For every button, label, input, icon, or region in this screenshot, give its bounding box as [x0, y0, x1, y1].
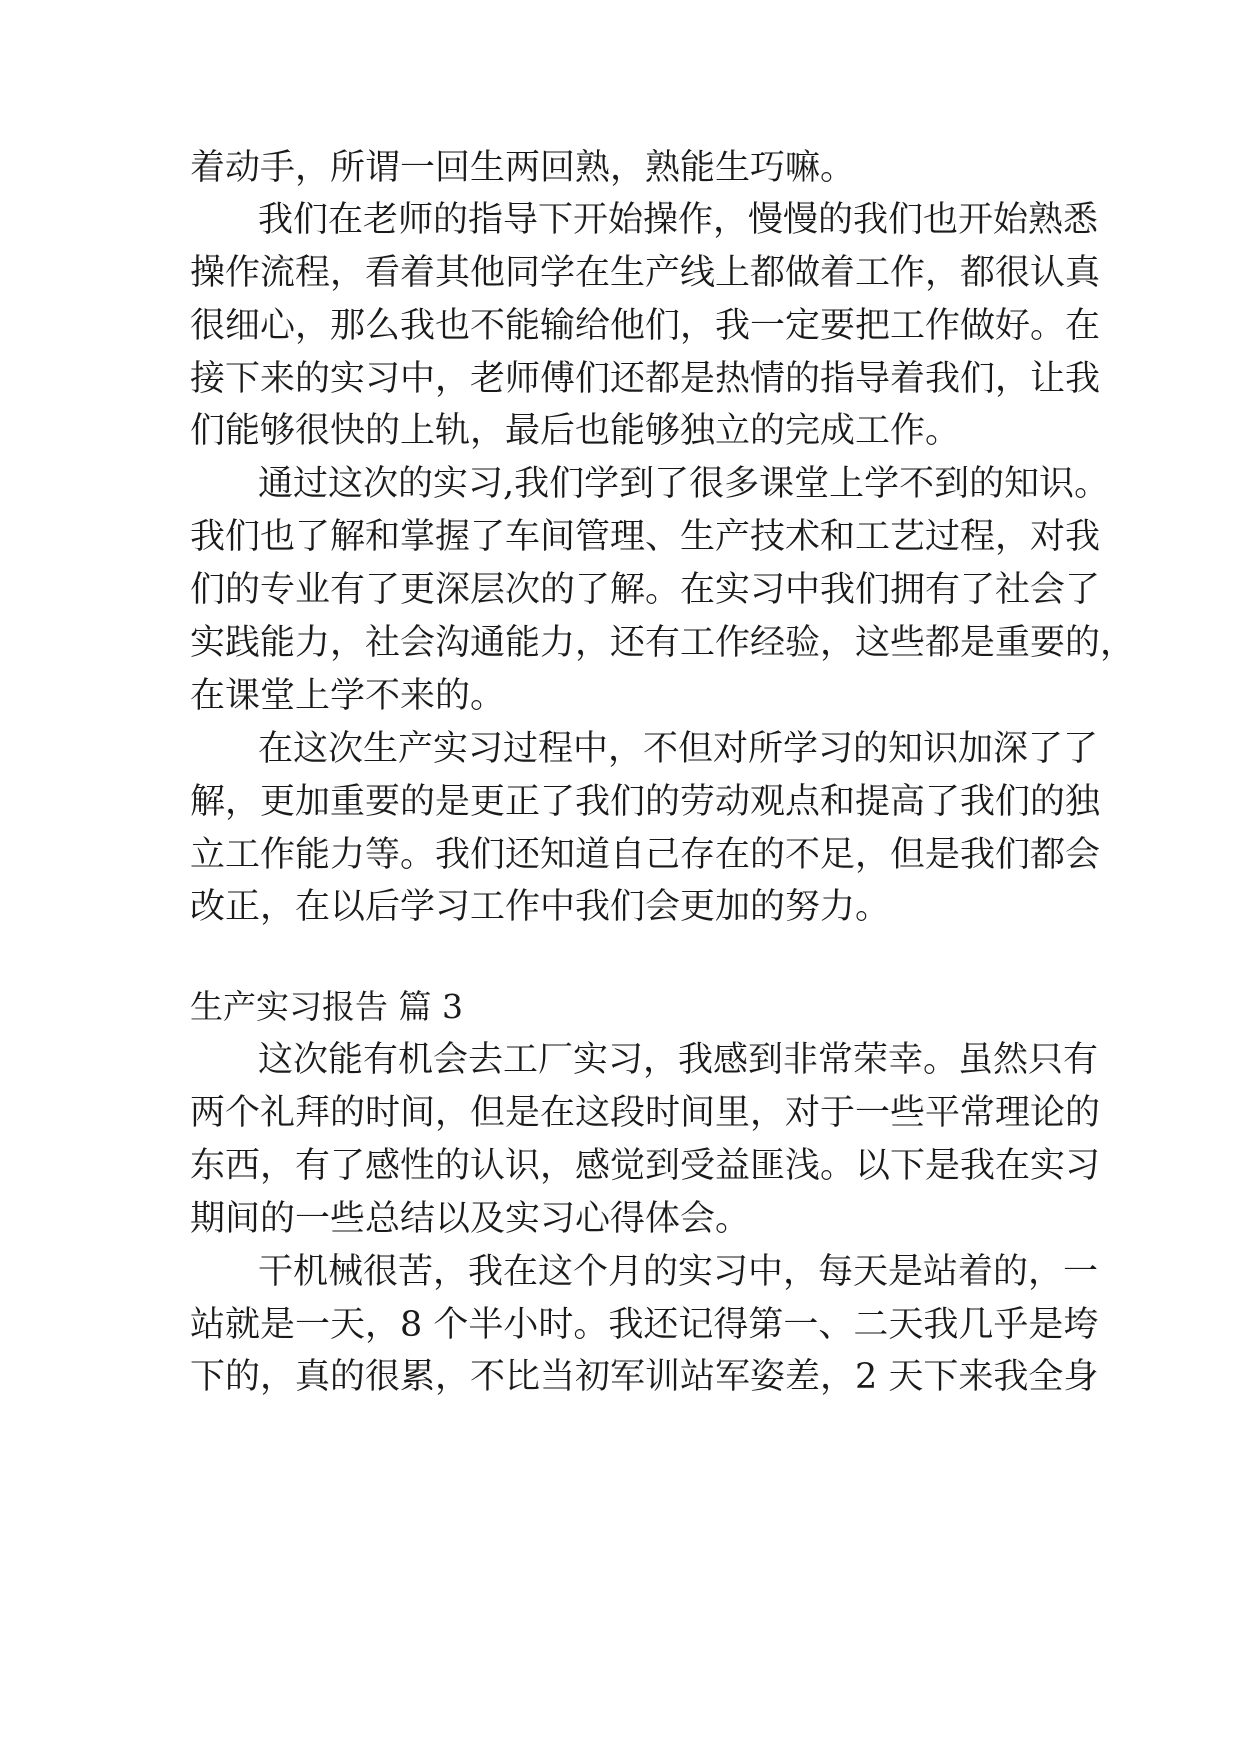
text-line: 改正，在以后学习工作中我们会更加的努力。 — [190, 887, 891, 927]
text-line: 接下来的实习中，老师傅们还都是热情的指导着我们，让我 — [190, 359, 1101, 399]
text-line: 在课堂上学不来的。 — [190, 676, 506, 716]
text-line: 立工作能力等。我们还知道自己存在的不足，但是我们都会 — [190, 835, 1101, 875]
text-line: 们的专业有了更深层次的了解。在实习中我们拥有了社会了 — [190, 570, 1101, 610]
text-line: 站就是一天，8 个半小时。我还记得第一、二天我几乎是垮 — [190, 1305, 1099, 1345]
text-line: 解，更加重要的是更正了我们的劳动观点和提高了我们的独 — [190, 782, 1101, 822]
text-line: 着动手，所谓一回生两回熟，熟能生巧嘛。 — [190, 148, 856, 188]
text-line: 很细心，那么我也不能输给他们，我一定要把工作做好。在 — [190, 306, 1101, 346]
text-line: 期间的一些总结以及实习心得体会。 — [190, 1199, 751, 1239]
text-line: 在这次生产实习过程中，不但对所学习的知识加深了了 — [258, 729, 1099, 769]
text-line: 通过这次的实习,我们学到了很多课堂上学不到的知识。 — [258, 464, 1110, 504]
text-line: 我们在老师的指导下开始操作，慢慢的我们也开始熟悉 — [258, 200, 1099, 240]
text-line: 这次能有机会去工厂实习，我感到非常荣幸。虽然只有 — [258, 1040, 1099, 1080]
text-line: 实践能力，社会沟通能力，还有工作经验，这些都是重要的， — [190, 623, 1136, 663]
text-line: 两个礼拜的时间，但是在这段时间里，对于一些平常理论的 — [190, 1093, 1101, 1133]
text-line: 我们也了解和掌握了车间管理、生产技术和工艺过程，对我 — [190, 517, 1101, 557]
text-line: 下的，真的很累，不比当初军训站军姿差，2 天下来我全身 — [190, 1357, 1099, 1397]
section-heading: 生产实习报告 篇 3 — [190, 987, 463, 1026]
text-line: 东西，有了感性的认识，感觉到受益匪浅。以下是我在实习 — [190, 1146, 1101, 1186]
text-line: 干机械很苦，我在这个月的实习中，每天是站着的，一 — [258, 1252, 1099, 1292]
text-line: 们能够很快的上轨，最后也能够独立的完成工作。 — [190, 411, 961, 451]
text-line: 操作流程，看着其他同学在生产线上都做着工作，都很认真 — [190, 253, 1101, 293]
